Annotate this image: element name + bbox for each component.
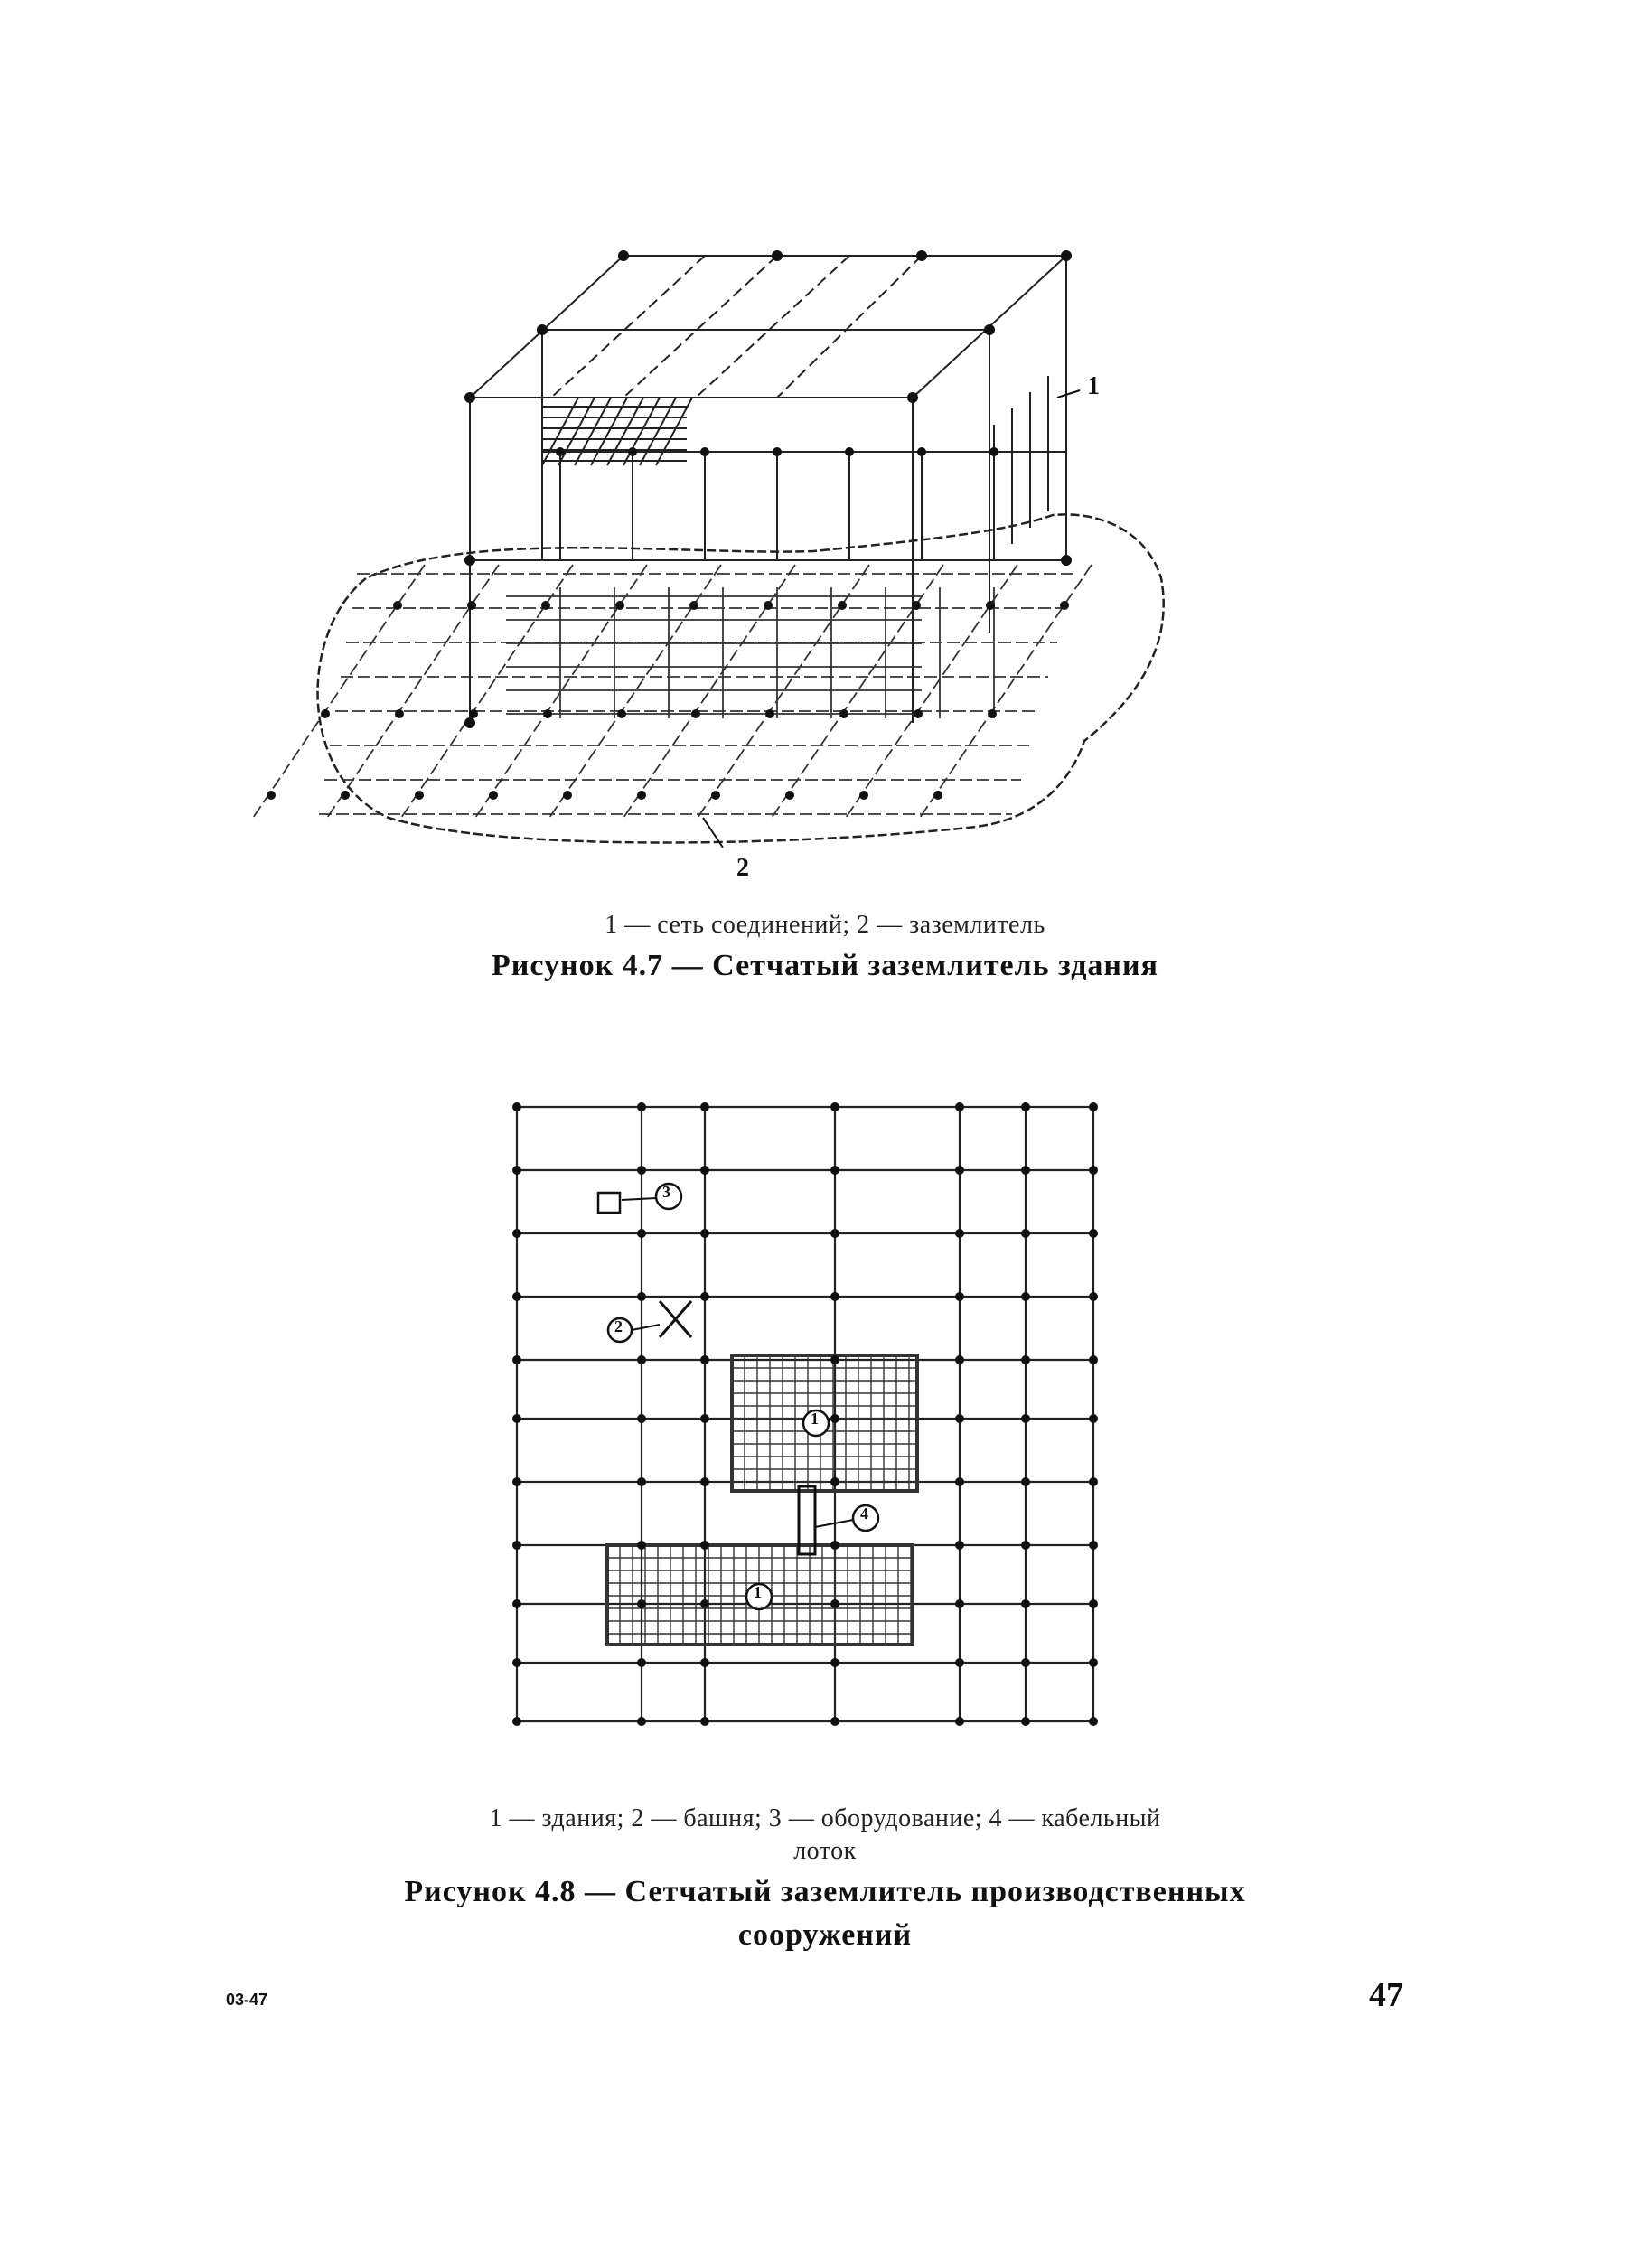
junction-dot — [1021, 1166, 1030, 1175]
marker-building-b-label: 1 — [754, 1583, 762, 1601]
junction-dot — [1089, 1477, 1098, 1486]
junction-dot — [955, 1292, 964, 1301]
callout-1-label: 1 — [1087, 372, 1100, 400]
junction-dot — [830, 1102, 839, 1111]
junction-dot — [1089, 1229, 1098, 1238]
junction-dot — [955, 1355, 964, 1364]
junction-dot — [1021, 1717, 1030, 1726]
junction-dot — [830, 1414, 839, 1423]
junction-dot — [512, 1658, 521, 1667]
figure-4-7-caption: Рисунок 4.7 — Сетчатый заземлитель здания — [492, 949, 1158, 982]
junction-dot — [1089, 1717, 1098, 1726]
junction-dot — [512, 1166, 521, 1175]
junction-dot — [955, 1599, 964, 1608]
junction-dot — [512, 1102, 521, 1111]
junction-dot — [830, 1658, 839, 1667]
junction-dot — [512, 1292, 521, 1301]
junction-dot — [700, 1658, 709, 1667]
junction-dot — [700, 1166, 709, 1175]
junction-dot — [1021, 1414, 1030, 1423]
junction-dot — [1021, 1477, 1030, 1486]
figure-4-8-caption-line-1: Рисунок 4.8 — Сетчатый заземлитель производственных — [404, 1875, 1246, 1908]
junction-dot — [1089, 1292, 1098, 1301]
junction-dot — [830, 1292, 839, 1301]
plan-junctions — [512, 1102, 1098, 1726]
junction-dot — [955, 1717, 964, 1726]
junction-dot — [955, 1414, 964, 1423]
figure-4-7-legend: 1 — сеть соединений; 2 — заземлитель — [605, 911, 1045, 939]
junction-dot — [830, 1599, 839, 1608]
junction-dot — [830, 1229, 839, 1238]
junction-dot — [1089, 1166, 1098, 1175]
junction-dot — [700, 1477, 709, 1486]
junction-dot — [955, 1541, 964, 1550]
marker-building-a-label: 1 — [811, 1410, 819, 1428]
junction-dot — [700, 1414, 709, 1423]
junction-dot — [1021, 1541, 1030, 1550]
figure-4-8-caption-line-2: сооружений — [737, 1918, 913, 1952]
junction-dot — [1089, 1541, 1098, 1550]
junction-dot — [1021, 1355, 1030, 1364]
junction-dot — [955, 1102, 964, 1111]
junction-dot — [1089, 1355, 1098, 1364]
figure-4-8-legend-line-1: 1 — здания; 2 — башня; 3 — оборудование; 4 — кабельный — [489, 1804, 1161, 1832]
junction-dot — [637, 1229, 646, 1238]
document-code: 03-47 — [226, 1991, 268, 2009]
page-number: 47 — [1369, 1976, 1403, 2014]
marker-equipment-label: 3 — [662, 1183, 670, 1201]
junction-dot — [637, 1414, 646, 1423]
junction-dot — [512, 1414, 521, 1423]
junction-dot — [955, 1477, 964, 1486]
junction-dot — [830, 1541, 839, 1550]
junction-dot — [637, 1292, 646, 1301]
junction-dot — [830, 1355, 839, 1364]
junction-dot — [1089, 1414, 1098, 1423]
junction-dot — [955, 1658, 964, 1667]
junction-dot — [512, 1541, 521, 1550]
junction-dot — [700, 1229, 709, 1238]
junction-dot — [1021, 1102, 1030, 1111]
junction-dot — [637, 1658, 646, 1667]
junction-dot — [700, 1541, 709, 1550]
marker-tower-leader — [632, 1325, 660, 1330]
callout-2-label: 2 — [736, 854, 749, 882]
junction-dot — [637, 1477, 646, 1486]
equipment-box — [598, 1193, 620, 1213]
junction-dot — [1089, 1658, 1098, 1667]
junction-dot — [637, 1717, 646, 1726]
junction-dot — [1021, 1229, 1030, 1238]
plan-grid — [517, 1107, 1093, 1721]
junction-dot — [700, 1599, 709, 1608]
junction-dot — [512, 1229, 521, 1238]
junction-dot — [700, 1355, 709, 1364]
junction-dot — [1021, 1599, 1030, 1608]
junction-dot — [637, 1599, 646, 1608]
junction-dot — [700, 1292, 709, 1301]
marker-equipment-leader — [622, 1198, 656, 1200]
junction-dot — [955, 1229, 964, 1238]
junction-dot — [1021, 1292, 1030, 1301]
junction-dot — [637, 1541, 646, 1550]
junction-dot — [512, 1717, 521, 1726]
figure-4-8-legend-line-2: лоток — [793, 1837, 857, 1865]
junction-dot — [830, 1166, 839, 1175]
marker-cable-tray-label: 4 — [860, 1504, 868, 1523]
junction-dot — [830, 1477, 839, 1486]
junction-dot — [955, 1166, 964, 1175]
junction-dot — [1089, 1102, 1098, 1111]
junction-dot — [637, 1166, 646, 1175]
junction-dot — [700, 1717, 709, 1726]
junction-dot — [637, 1102, 646, 1111]
marker-tower-label: 2 — [614, 1317, 623, 1335]
junction-dot — [637, 1355, 646, 1364]
junction-dot — [700, 1102, 709, 1111]
junction-dot — [830, 1717, 839, 1726]
junction-dot — [512, 1355, 521, 1364]
junction-dot — [512, 1477, 521, 1486]
junction-dot — [1089, 1599, 1098, 1608]
junction-dot — [1021, 1658, 1030, 1667]
junction-dot — [512, 1599, 521, 1608]
